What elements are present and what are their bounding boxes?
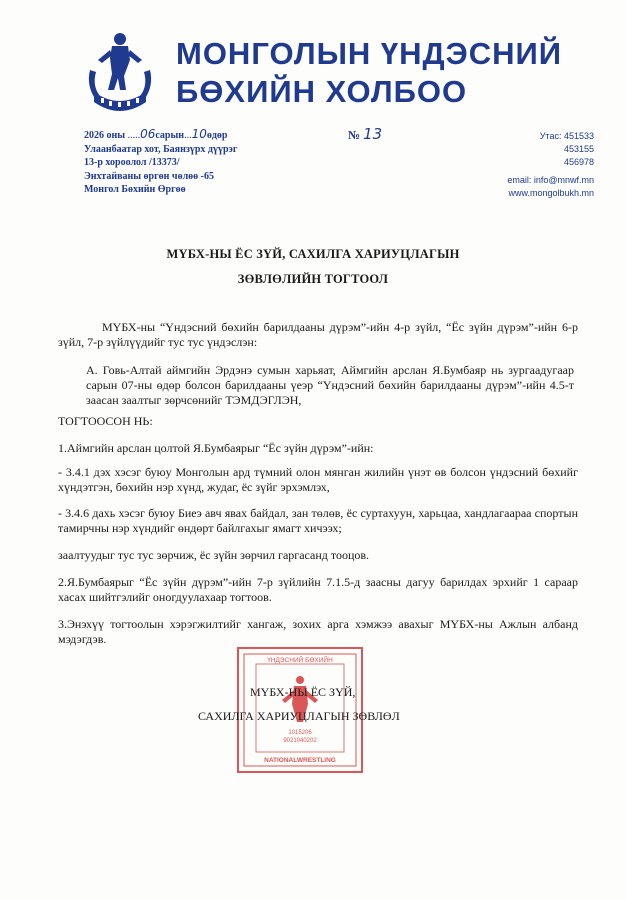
federation-logo-icon (84, 30, 156, 112)
item-a-paragraph: А. Говь-Алтай аймгийн Эрдэнэ сумын харьяат, Аймгийн арслан Я.Бумбаяр нь зургаадугаар сарын 07-ны өдөр болсон барилдааны үеэр “Үндэсний бөхийн барилдааны дүрэм”-ийн 4.5-т заасан заалтыг зөрчсөнийг ТЭМДЭГЛЭН, (86, 363, 574, 408)
date-line: 2026 оны .....06сарын...10өдөр (84, 127, 228, 141)
document-number (348, 125, 382, 143)
website: www.mongolbukh.mn (508, 187, 594, 198)
resolution-1-conclusion: заалтуудыг тус тус зөрчиж, ёс зүйн зөрчил гаргасанд тооцов. (58, 548, 370, 562)
phone-label: Утас: 451533 (539, 131, 594, 141)
phone-number: 456978 (563, 157, 594, 168)
date-day: 10 (191, 127, 207, 141)
signature-line1: МҮБХ-НЫ ЁС ЗҮЙ, (250, 685, 356, 699)
resolved-heading: ТОГТООСОН НЬ: (58, 414, 153, 428)
document-number-value: 13 (363, 125, 383, 143)
address-line: 13-р хороолол /13373/ (84, 157, 180, 169)
date-year: 2026 (84, 130, 104, 141)
resolution-1: 1.Аймгийн арслан цолтой Я.Бумбаярыг “Ёс зүйн дүрэм”-ийн: (58, 441, 374, 455)
resolution-1-clause-a: - 3.4.1 дэх хэсэг буюу Монголын ард түмний олон мянган жилийн үнэт өв болсон үндэсний бөхийг хүндэтгэн, бөхийн нэр хүнд, жудаг, ёс зүйг эрхэмлэх, (58, 465, 578, 495)
signature-line2: САХИЛГА ХАРИУЦЛАГЫН ЗӨВЛӨЛ (198, 709, 400, 723)
date-day-suffix: өдөр (206, 130, 228, 141)
document-title-line2: ЗӨВЛӨЛИЙН ТОГТООЛ (237, 272, 389, 286)
resolution-1-clause-b: - 3.4.6 дахь хэсэг буюу Биеэ авч явах байдал, зан төлөв, ёс суртахуун, харьцаа, хандлагаараа спортын тамирчны нэр хүндийг өндөрт байлгахыг ямагт хичээх; (58, 506, 578, 536)
address-line: Улаанбаатар хот, Баянзүрх дүүрэг (84, 143, 238, 155)
org-name-line2: БӨХИЙН ХОЛБОО (176, 74, 468, 109)
stamp-bottom-text: NATIONALWRESTLING (264, 757, 336, 764)
org-name-line1: МОНГОЛЫН ҮНДЭСНИЙ (176, 36, 563, 71)
contact-info (507, 130, 594, 200)
date-month: 06 (140, 127, 156, 141)
document-number-label: № (348, 128, 361, 142)
stamp-number-2: 9021040202 (283, 738, 317, 744)
resolution-3: 3.Энэхүү тогтоолын хэрэгжилтийг хангаж, зохих арга хэмжээ авахыг МҮБХ-ны Ажлын албанд мэдэгдэв. (58, 617, 578, 647)
date-month-suffix: сарын (155, 130, 185, 141)
phone-number: 453155 (563, 144, 594, 155)
letterhead-address (84, 128, 237, 197)
document-title-line1: МҮБХ-НЫ ЁС ЗҮЙ, САХИЛГА ХАРИУЦЛАГЫН (166, 247, 460, 261)
stamp-number-1: 1015206 (288, 730, 312, 736)
intro-paragraph: МҮБХ-ны “Үндэсний бөхийн барилдааны дүрэм”-ийн 4-р зүйл, “Ёс зүйн дүрэм”-ийн 6-р зүйл, 7-р зүйлүүдийг тус тус үндэслэн: (58, 320, 578, 350)
email: email: info@mnwf.mn (507, 174, 594, 185)
stamp-top-text: ҮНДЭСНИЙ БӨХИЙН (267, 657, 333, 664)
resolution-2: 2.Я.Бумбаярыг “Ёс зүйн дүрэм”-ийн 7-р зүйлийн 7.1.5-д заасны дагуу барилдах эрхийг 1 сараар хасах шийтгэлийг оногдуулахаар тогтоов. (58, 575, 578, 605)
date-year-suffix: оны (106, 130, 126, 141)
address-line: Монгол Бөхийн Өргөө (84, 184, 186, 196)
address-line: Энхтайваны өргөн чөлөө -65 (84, 170, 215, 182)
